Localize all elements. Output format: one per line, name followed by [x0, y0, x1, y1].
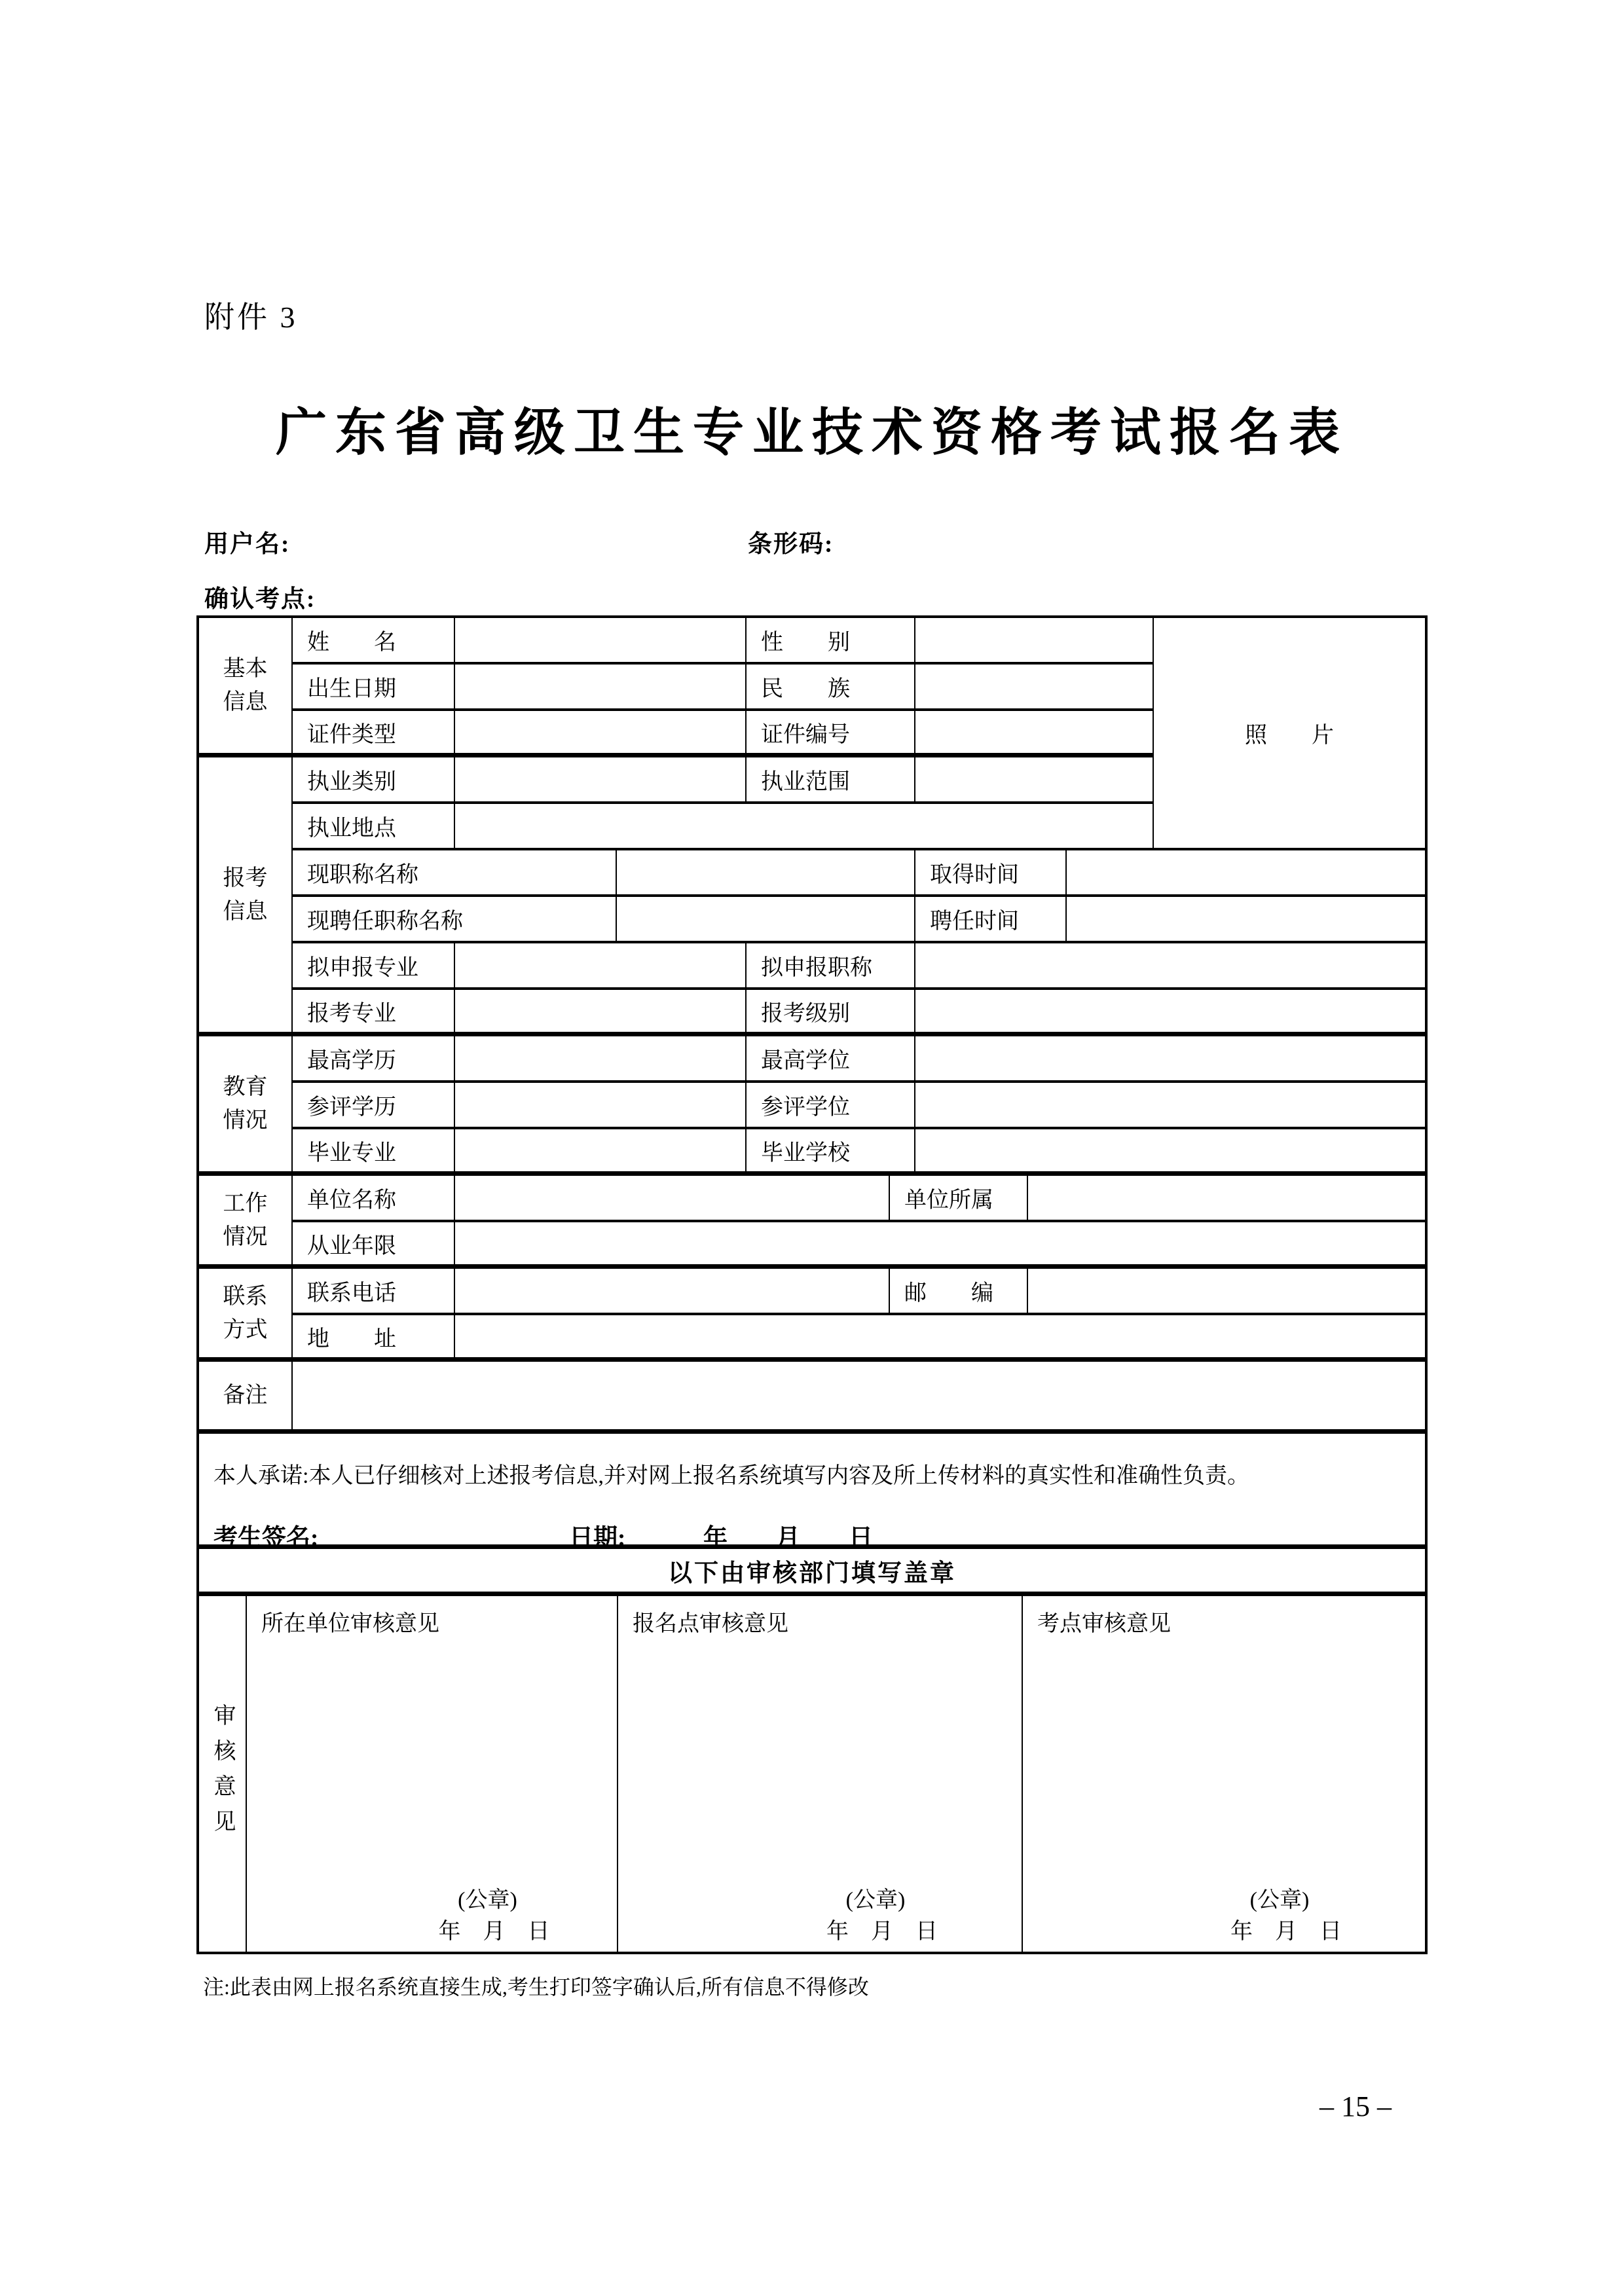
photo-placeholder: 照 片 — [1154, 618, 1425, 850]
field-label-id-type: 证件类型 — [293, 711, 455, 757]
field-value-eval-degree — [915, 1083, 1425, 1129]
audit-registration-point-label: 报名点审核意见 — [633, 1612, 788, 1636]
group-basic-info: 基本信息 — [199, 618, 293, 757]
field-value-exam-level — [915, 990, 1425, 1036]
footnote: 注:此表由网上报名系统直接生成,考生打印签字确认后,所有信息不得修改 — [203, 1975, 869, 1999]
field-value-exam-major — [455, 990, 747, 1036]
field-value-highest-edu — [455, 1036, 747, 1083]
field-value-intended-major — [455, 943, 747, 990]
field-value-practice-category — [455, 757, 747, 804]
field-label-work-years: 从业年限 — [293, 1222, 455, 1269]
group-contact: 联系方式 — [199, 1269, 293, 1362]
audit-exam-site-stamp: (公章) — [1249, 1888, 1310, 1912]
field-label-phone: 联系电话 — [293, 1269, 455, 1315]
signature-label: 考生签名: — [213, 1525, 319, 1552]
declaration-cell — [199, 1434, 1425, 1552]
field-value-employer — [455, 1176, 890, 1222]
page-number: – 15 – — [1320, 2090, 1392, 2123]
field-value-eval-edu — [455, 1083, 747, 1129]
audit-column-exam-site — [1023, 1596, 1425, 1952]
field-label-birth-date: 出生日期 — [293, 665, 455, 711]
field-value-grad-major — [455, 1129, 747, 1176]
registration-form-table — [196, 615, 1428, 1954]
field-value-birth-date — [455, 665, 747, 711]
confirm-site-label: 确认考点: — [204, 586, 316, 613]
audit-exam-site-label: 考点审核意见 — [1037, 1612, 1171, 1636]
audit-unit-stamp: (公章) — [458, 1888, 517, 1912]
audit-side-label: 审核意见 — [199, 1596, 247, 1952]
audit-column-unit — [247, 1596, 618, 1952]
field-label-ethnicity: 民 族 — [747, 665, 915, 711]
field-label-obtain-time: 取得时间 — [915, 850, 1067, 897]
field-value-remarks — [293, 1362, 1425, 1434]
field-value-employer-type — [1028, 1176, 1425, 1222]
audit-column-registration-point — [618, 1596, 1023, 1952]
field-value-phone — [455, 1269, 890, 1315]
field-value-practice-place — [455, 804, 1154, 850]
field-label-intended-major: 拟申报专业 — [293, 943, 455, 990]
group-exam-info: 报考信息 — [199, 757, 293, 1036]
audit-registration-point-stamp: (公章) — [845, 1888, 906, 1912]
field-label-practice-scope: 执业范围 — [747, 757, 915, 804]
field-value-ethnicity — [915, 665, 1154, 711]
field-label-current-title: 现职称名称 — [293, 850, 617, 897]
date-ymd-label: 年 月 日 — [703, 1525, 873, 1552]
field-label-name: 姓 名 — [293, 618, 455, 665]
audit-unit-label: 所在单位审核意见 — [261, 1612, 439, 1636]
field-value-practice-scope — [915, 757, 1154, 804]
field-label-hire-time: 聘任时间 — [915, 897, 1067, 943]
attachment-label: 附件 3 — [204, 301, 298, 334]
field-value-hire-time — [1067, 897, 1425, 943]
field-label-highest-edu: 最高学历 — [293, 1036, 455, 1083]
field-label-grad-school: 毕业学校 — [747, 1129, 915, 1176]
field-value-postcode — [1028, 1269, 1425, 1315]
field-label-eval-edu: 参评学历 — [293, 1083, 455, 1129]
audit-unit-date: 年 月 日 — [438, 1920, 550, 1944]
field-value-grad-school — [915, 1129, 1425, 1176]
field-label-intended-title: 拟申报职称 — [747, 943, 915, 990]
field-label-postcode: 邮 编 — [890, 1269, 1028, 1315]
field-value-highest-degree — [915, 1036, 1425, 1083]
field-label-practice-category: 执业类别 — [293, 757, 455, 804]
audit-banner: 以下由审核部门填写盖章 — [199, 1549, 1425, 1596]
field-label-exam-major: 报考专业 — [293, 990, 455, 1036]
group-work: 工作情况 — [199, 1176, 293, 1269]
barcode-label: 条形码: — [748, 531, 834, 558]
field-value-hired-title — [617, 897, 915, 943]
field-label-employer-type: 单位所属 — [890, 1176, 1028, 1222]
field-value-id-type — [455, 711, 747, 757]
field-label-exam-level: 报考级别 — [747, 990, 915, 1036]
audit-registration-point-date: 年 月 日 — [826, 1920, 938, 1944]
field-value-id-number — [915, 711, 1154, 757]
field-value-current-title — [617, 850, 915, 897]
field-label-address: 地 址 — [293, 1315, 455, 1362]
username-label: 用户名: — [204, 531, 291, 558]
audit-exam-site-date: 年 月 日 — [1230, 1920, 1342, 1944]
date-label: 日期: — [569, 1525, 626, 1552]
group-remarks: 备注 — [199, 1362, 293, 1434]
field-label-hired-title: 现聘任职称名称 — [293, 897, 617, 943]
field-value-address — [455, 1315, 1425, 1362]
field-label-employer: 单位名称 — [293, 1176, 455, 1222]
field-value-gender — [915, 618, 1154, 665]
field-label-practice-place: 执业地点 — [293, 804, 455, 850]
page-title: 广东省高级卫生专业技术资格考试报名表 — [275, 404, 1348, 461]
group-education: 教育情况 — [199, 1036, 293, 1176]
field-label-eval-degree: 参评学位 — [747, 1083, 915, 1129]
field-value-intended-title — [915, 943, 1425, 990]
declaration-statement: 本人承诺:本人已仔细核对上述报考信息,并对网上报名系统填写内容及所上传材料的真实性和准确性负责。 — [213, 1464, 1249, 1488]
field-label-id-number: 证件编号 — [747, 711, 915, 757]
field-value-obtain-time — [1067, 850, 1425, 897]
field-label-grad-major: 毕业专业 — [293, 1129, 455, 1176]
field-value-work-years — [455, 1222, 1425, 1269]
field-label-highest-degree: 最高学位 — [747, 1036, 915, 1083]
field-value-name — [455, 618, 747, 665]
field-label-gender: 性 别 — [747, 618, 915, 665]
